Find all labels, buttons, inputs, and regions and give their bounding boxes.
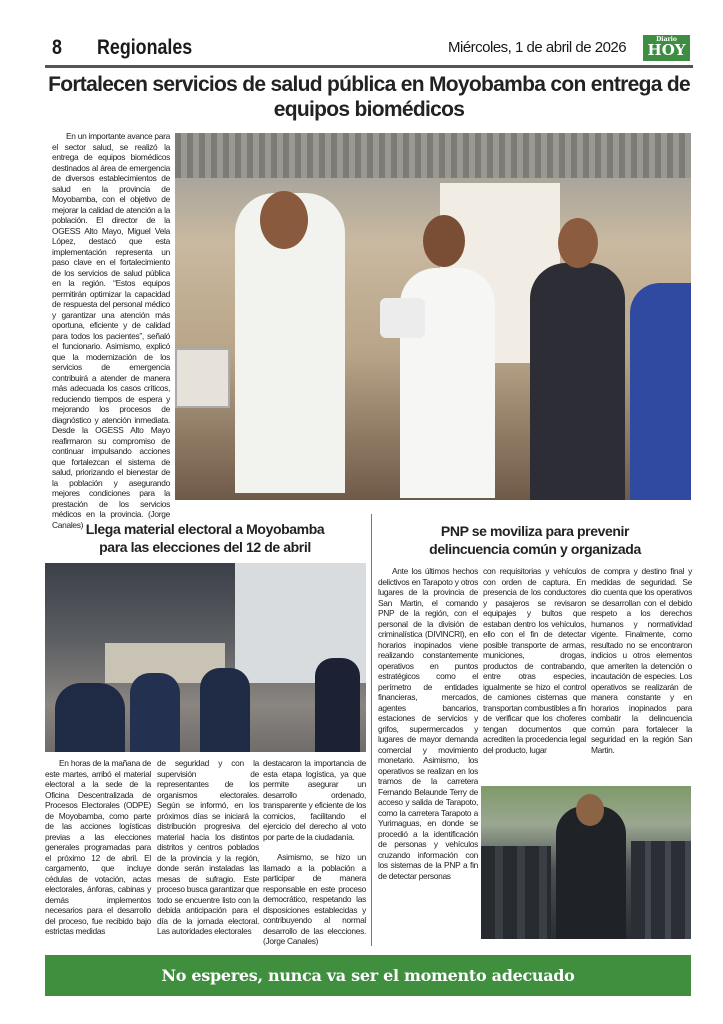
newspaper-logo — [643, 35, 690, 61]
footer-banner: No esperes, nunca va ser el momento adecuado — [45, 955, 691, 996]
electoral-text: destacaron la importancia de esta etapa logística, ya que permite asegurar un desarrollo ordenado, transparente y eficiente de los comicios, facilitando el ejercicio del derecho al voto por parte de la ciudadanía. — [263, 758, 366, 842]
police-text: con requisitorias y vehículos con orden de captura. En presencia de los conductores y pasajeros se revisaron equipajes y bultos que estaban dentro los vehículos, ello con el fin de detectar posible transporte de armas, municiones, drogas, productos de contrabando, entre otras especies, igualmente se hizo el control de camiones cisternas que transportan combustibles a fin de verificar que los choferes tengan documentos que acrediten la procedencia legal del producto, lugar — [483, 566, 586, 755]
logo-small-text: Diario — [656, 36, 677, 43]
page-number: 8 — [52, 36, 62, 59]
main-headline: Fortalecen servicios de salud pública en Moyobamba con entrega de equipos biomédicos — [45, 72, 693, 128]
electoral-col-1 — [45, 758, 151, 937]
police-col-3 — [591, 566, 692, 755]
electoral-headline-line1: Llega material electoral a Moyobamba — [85, 521, 325, 537]
electoral-headline-line2: para las elecciones del 12 de abril — [99, 539, 311, 555]
main-article-photo — [175, 133, 691, 500]
main-article-body — [52, 131, 170, 530]
police-headline-line2: delincuencia común y organizada — [429, 541, 641, 557]
column-divider — [371, 514, 372, 946]
police-text: Ante los últimos hechos delictivos en Tarapoto y otros lugares de la provincia de San Martin, el comando PNP de la región, con el personal de la división de criminalística (DIVINCRI), en horarios inopinados viene realizando constantemente operativos en puntos estratégicos como el perímetro de entidades financieras, mercados, agentes bancarios, estaciones de servicios y grifos, supermercados y lugares de mayor demanda comercial y movimiento monetario. Asimismo, los operativos se realizan en los tramos de la carretera Fernando Belaunde Terry de acceso y salida de Tarapoto, como la carretera Tarapoto a Yurimaguas, en donde se procedió a la identificación de personas y vehículos cruzando información con los sistemas de la PNP a fin de detectar personas — [378, 566, 478, 881]
electoral-text: En horas de la mañana de este martes, arribó el material electoral a la sede de la Oficina Descentralizada de Procesos Electorales (ODPE) de Moyobamba, como parte de las acciones logísticas previas a las elecciones generales programadas para el próximo 12 de abril. El cargamento, que incluye cédulas de votación, actas electorales, ánforas, cabinas y demás implementos necesarios para el desarrollo del proceso, fue recibido bajo estrictas medidas — [45, 758, 151, 936]
police-col-2 — [483, 566, 586, 755]
electoral-col-3 — [263, 758, 366, 947]
section-title: Regionales — [97, 36, 193, 59]
header-divider — [45, 65, 693, 68]
logo-big-text: HOY — [647, 41, 686, 59]
police-headline — [378, 522, 692, 558]
police-photo — [481, 786, 691, 939]
electoral-text: de seguridad y con la supervisión de representantes de los organismos electorales. Según se informó, en los próximos días se iniciará la distribución progresiva del material hacia los distintos distritos y centros poblados de la provincia y la región, donde serán instaladas las mesas de sufragio. Este proceso busca garantizar que todo se encuentre listo con la debida anticipación para el día de la jornada electoral. Las autoridades electorales — [157, 758, 259, 936]
main-article-paragraph: En un importante avance para el sector salud, se realizó la entrega de equipos biomédicos destinados al área de emergencia de diversos establecimientos de salud en la provincia de Moyobamba, con el objetivo de mejorar la calidad de atención a la población. El director de la OGESS Alto Mayo, Miguel Vela López, destacó que esta implementación representa un paso clave en el fortalecimiento de los servicios de salud pública en la región. “Estos equipos permitirán optimizar la capacidad de respuesta del personal médico y garantizar una atención más oportuna, eficiente y de calidad para todos los pacientes”, señaló el funcionario. Asimismo, explicó que la modernización de los servicios de emergencia contribuirá a atender de manera más adecuada los casos críticos, reduciendo tiempos de espera y mejorando los procesos de diagnóstico y atención inmediata. Desde la OGESS Alto Mayo reafirmaron su compromiso de continuar impulsando acciones que fortalezcan el sistema de salud, priorizando el bienestar de la población y asegurando mejores condiciones para la prestación de los servicios médicos en la provincia. (Jorge Canales) — [52, 131, 170, 530]
police-col-1 — [378, 566, 478, 881]
police-headline-line1: PNP se moviliza para prevenir — [440, 523, 630, 539]
police-text: de compra y destino final y medidas de seguridad. Se dio cuenta que los operativos se desarrollan con el debido respeto a los derechos humanos y normatividad vigente. Finalmente, como resultado no se encontraron indicios u otros elementos que ameriten la detención o incautación de especies. Los operativos se realizarán de manera constante y en horarios inopinados para combatir la delincuencia común para fortalecer la seguridad en la región San Martin. — [591, 566, 692, 755]
electoral-col-2 — [157, 758, 259, 937]
electoral-headline — [45, 520, 365, 556]
electoral-photo — [45, 563, 366, 752]
issue-date: Miércoles, 1 de abril de 2026 — [448, 39, 627, 56]
electoral-text: Asimismo, se hizo un llamado a la población a participar de manera responsable en este proceso democrático, respetando las disposiciones establecidas y contribuyendo al normal desarrollo de las elecciones. (Jorge Canales) — [263, 852, 366, 946]
